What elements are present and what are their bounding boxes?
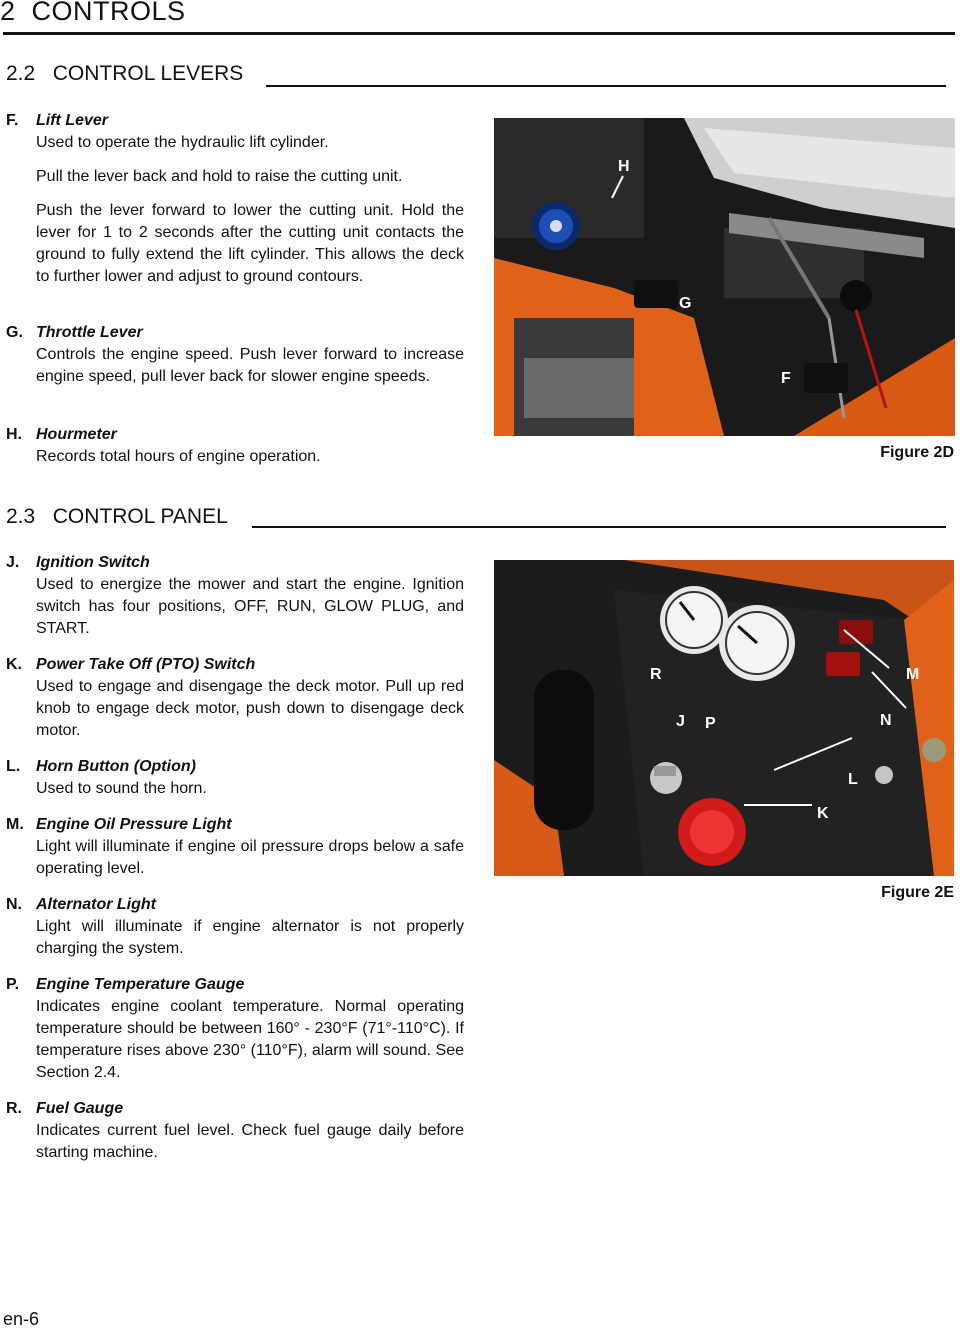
chapter-heading: 2 CONTROLS bbox=[0, 0, 186, 26]
item-ignition-switch: J. Ignition Switch Used to energize the mower and start the engine. Ignition switch has four positions, OFF, RUN, GLOW PLUG, and START. bbox=[6, 554, 464, 637]
figure-2e-label-l: L bbox=[848, 771, 858, 788]
section-rule bbox=[252, 526, 946, 528]
figure-2d-photo bbox=[494, 118, 955, 436]
figure-2e-label-j: J bbox=[676, 713, 685, 730]
figure-2e-label-m: M bbox=[906, 666, 920, 683]
item-fuel-gauge: R. Fuel Gauge Indicates current fuel level. Check fuel gauge daily before starting machine. bbox=[6, 1100, 464, 1161]
section-rule bbox=[266, 85, 946, 87]
lift-lever-pedal-icon bbox=[634, 280, 678, 308]
figure-2e-label-r: R bbox=[650, 666, 662, 683]
item-throttle-lever: G. Throttle Lever Controls the engine speed. Push lever forward to increase engine speed, pull lever back for slower engine speeds. bbox=[6, 324, 464, 385]
item-horn-button: L. Horn Button (Option) Used to sound the horn. bbox=[6, 758, 207, 797]
item-alternator-light: N. Alternator Light Light will illuminate if engine alternator is not properly charging the system. bbox=[6, 896, 464, 957]
item-pto-switch: K. Power Take Off (PTO) Switch Used to engage and disengage the deck motor. Pull up red knob to engage deck motor, push down to disengage deck motor. bbox=[6, 656, 464, 739]
item-oil-pressure-light: M. Engine Oil Pressure Light Light will illuminate if engine oil pressure drops below a safe operating level. bbox=[6, 816, 464, 877]
steering-column-icon bbox=[534, 670, 594, 830]
horn-button-icon bbox=[875, 766, 893, 784]
figure-2e-photo bbox=[494, 560, 954, 876]
chapter-rule bbox=[3, 32, 955, 35]
figure-2e-caption: Figure 2E bbox=[881, 884, 954, 901]
item-lift-lever: F. Lift Lever Used to operate the hydraulic lift cylinder. Pull the lever back and hold to raise the cutting unit. Push the lever forward to lower the cutting unit. Hold the lever for 1 to 2 seconds after the cutting unit contacts the ground to fully extend the lift cylinder. This allows the deck to further lower and adjust to ground contours. bbox=[6, 112, 464, 285]
section-heading-control-levers: 2.2 CONTROL LEVERS bbox=[6, 62, 244, 85]
figure-2d-caption: Figure 2D bbox=[880, 444, 954, 461]
page-number: en-6 bbox=[3, 1309, 40, 1329]
figure-2e-label-n: N bbox=[880, 712, 892, 729]
figure-2e-label-k: K bbox=[817, 805, 829, 822]
figure-2d-label-h: H bbox=[618, 158, 630, 175]
figure-2d-label-f: F bbox=[781, 370, 791, 387]
section-heading-control-panel: 2.3 CONTROL PANEL bbox=[6, 505, 228, 528]
item-engine-temperature-gauge: P. Engine Temperature Gauge Indicates engine coolant temperature. Normal operating temperature should be between 160° - 230°F (71°-110°C). If temperature rises above 230° (110°F), alarm will sound. See Section 2.4. bbox=[6, 976, 464, 1081]
alternator-light-icon bbox=[826, 652, 860, 676]
lever-knob-icon bbox=[840, 280, 872, 312]
throttle-lever-pedal-icon bbox=[804, 363, 848, 393]
figure-2d-label-g: G bbox=[679, 295, 692, 312]
figure-2e-label-p: P bbox=[705, 715, 716, 732]
item-hourmeter: H. Hourmeter Records total hours of engine operation. bbox=[6, 426, 321, 465]
